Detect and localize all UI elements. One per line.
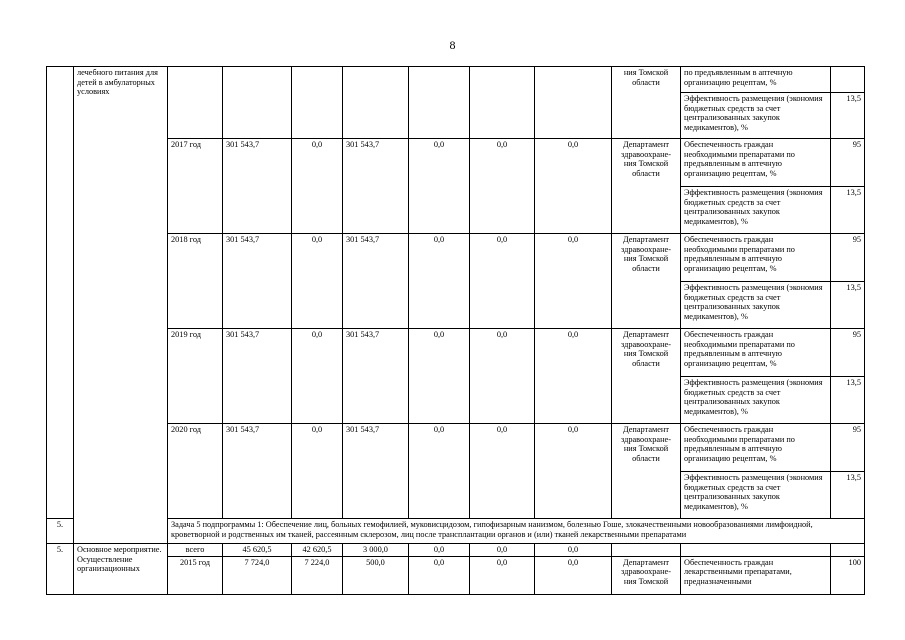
activity-name: лечебного питания для детей в амбулаторных условиях (74, 67, 168, 544)
year-cell: 2017 год (168, 139, 223, 234)
task-row (47, 519, 865, 544)
row-number-cell (47, 67, 74, 93)
year-cell: 2019 год (168, 329, 223, 424)
indicator-2: Эффективность размещения (экономия бюджетных средств за счет централизованных закупок медикаментов), % (681, 377, 831, 424)
indicator-2: Эффективность размещения (экономия бюджетных средств за счет централизованных закупок медикаментов), % (681, 187, 831, 234)
table-row (47, 67, 865, 93)
year-cell: 2015 год (168, 556, 223, 594)
table-row: 2018 год 301 543,7 0,0 301 543,7 0,0 0,0 0,0 Департамент здравоохране-ния Томской области Обеспеченность граждан необходимыми препаратами по предъявленным в аптечную организацию рецептам, % 95 (47, 234, 865, 282)
table-row: 2019 год 301 543,7 0,0 301 543,7 0,0 0,0 0,0 Департамент здравоохране-ния Томской области Обеспеченность граждан необходимыми препаратами по предъявленным в аптечную организацию рецептам, % 95 (47, 329, 865, 377)
table-row: Эффективность размещения (экономия бюджетных средств за счет централизованных закупок медикаментов), % 13,5 (47, 187, 865, 234)
program-table (46, 66, 865, 595)
table-row: Эффективность размещения (экономия бюджетных средств за счет централизованных закупок медикаментов), % 13,5 (47, 282, 865, 329)
indicator-1: Обеспеченность граждан лекарственными препаратами, предназначенными (681, 556, 831, 594)
table-row: 2015 год 7 724,0 7 224,0 500,0 0,0 0,0 0,0 Департамент здравоохране-ния Томской Обеспеченность граждан лекарственными препаратами, предназначенными 100 (47, 556, 865, 594)
department-cell: Департамент здравоохране-ния Томской (612, 556, 681, 594)
year-cell: всего (168, 544, 223, 557)
indicator-2: Эффективность размещения (экономия бюджетных средств за счет централизованных закупок медикаментов), % (681, 282, 831, 329)
activity-name: Основное мероприятие. Осуществление организационных (74, 544, 168, 595)
indicator-2: Эффективность размещения (экономия бюджетных средств за счет централизованных закупок медикаментов), % (681, 93, 831, 139)
department-cell: Департамент здравоохране-ния Томской области (612, 329, 681, 424)
indicator-1: по предъявленным в аптечную организацию рецептам, % (681, 67, 831, 93)
year-cell: 2020 год (168, 424, 223, 519)
task-description: Задача 5 подпрограммы 1: Обеспечение лиц, больных гемофилией, муковисцидозом, гипофизарным нанизмом, болезнью Гоше, злокачественными новообразованиями лимфоидной, кроветворной и родственных им тканей, рассеянным склерозом, лиц после трансплантации органов и (или) тканей лекарственными препаратами (168, 519, 865, 544)
department-cell: Департамент здравоохране-ния Томской области (612, 234, 681, 329)
department-cell: Департамент здравоохране-ния Томской области (612, 424, 681, 519)
table-row: 2020 год 301 543,7 0,0 301 543,7 0,0 0,0 0,0 Департамент здравоохране-ния Томской области Обеспеченность граждан необходимыми препаратами по предъявленным в аптечную организацию рецептам, % 95 (47, 424, 865, 472)
indicator-1: Обеспеченность граждан необходимыми препаратами по предъявленным в аптечную организацию рецептам, % (681, 329, 831, 377)
task-number: 5. (47, 519, 74, 544)
table-row: Эффективность размещения (экономия бюджетных средств за счет централизованных закупок медикаментов), % 13,5 (47, 377, 865, 424)
indicator-1: Обеспеченность граждан необходимыми препаратами по предъявленным в аптечную организацию рецептам, % (681, 234, 831, 282)
department-cell: Департамент здравоохране-ния Томской области (612, 139, 681, 234)
table-row: Эффективность размещения (экономия бюджетных средств за счет централизованных закупок медикаментов), % 13,5 (47, 472, 865, 519)
activity-number: 5. (47, 544, 74, 595)
indicator-1: Обеспеченность граждан необходимыми препаратами по предъявленным в аптечную организацию рецептам, % (681, 424, 831, 472)
indicator-2-value: 13,5 (831, 93, 865, 139)
indicator-2: Эффективность размещения (экономия бюджетных средств за счет централизованных закупок медикаментов), % (681, 472, 831, 519)
table-row: 5. Основное мероприятие. Осуществление организационных всего 45 620,5 42 620,5 3 000,0 0,0 0,0 0,0 (47, 544, 865, 557)
department-cell: ния Томской области (612, 67, 681, 139)
page-number: 8 (449, 38, 456, 52)
year-cell: 2018 год (168, 234, 223, 329)
table-row: 2017 год 301 543,7 0,0 301 543,7 0,0 0,0 0,0 Департамент здравоохране-ния Томской области Обеспеченность граждан необходимыми препаратами по предъявленным в аптечную организацию рецептам, % 95 (47, 139, 865, 187)
indicator-1: Обеспеченность граждан необходимыми препаратами по предъявленным в аптечную организацию рецептам, % (681, 139, 831, 187)
